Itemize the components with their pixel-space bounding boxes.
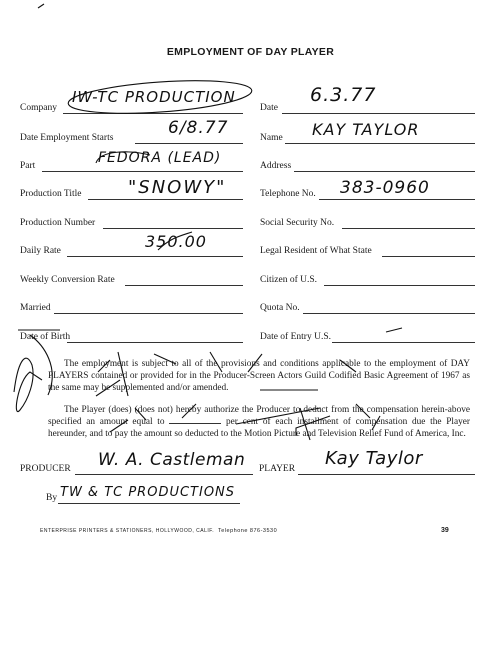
by-label: By [46, 493, 58, 503]
social-security-line [342, 228, 475, 229]
weekly-conversion-rate-line [125, 285, 243, 286]
player-signature-line [298, 474, 475, 475]
daily-rate-line [67, 256, 243, 257]
company-value: IW-TC PRODUCTION [72, 88, 236, 106]
citizen-label: Citizen of U.S. [260, 275, 317, 285]
part-value: FEDORA (LEAD) [98, 150, 222, 166]
daily-rate-label: Daily Rate [20, 246, 61, 256]
quota-label: Quota No. [260, 303, 300, 313]
date-of-entry-line [332, 342, 475, 343]
player-signature: Kay Taylor [325, 448, 423, 469]
page-number: 39 [441, 527, 449, 534]
paragraph-deduction [48, 404, 470, 440]
date-employment-starts-label: Date Employment Starts [20, 133, 114, 143]
by-line [58, 503, 240, 504]
date-of-entry-label: Date of Entry U.S. [260, 332, 331, 342]
name-label: Name [260, 133, 283, 143]
producer-signature: W. A. Castleman [98, 450, 246, 470]
legal-resident-label: Legal Resident of What State [260, 246, 372, 256]
footer-telephone: Telephone 876-3530 [218, 528, 278, 534]
weekly-conversion-rate-label: Weekly Conversion Rate [20, 275, 115, 285]
legal-resident-line [382, 256, 475, 257]
telephone-line [319, 199, 475, 200]
address-line [294, 171, 475, 172]
paragraph-deduction-part1: The Player (does) (does not) hereby authorize the Producer to deduct from the compensation herein-above specified an amount equal to [48, 405, 470, 427]
production-number-line [103, 228, 243, 229]
production-number-label: Production Number [20, 218, 96, 228]
name-value: KAY TAYLOR [312, 120, 420, 139]
company-label: Company [20, 103, 57, 113]
producer-label: PRODUCER [20, 464, 71, 474]
social-security-label: Social Security No. [260, 218, 335, 228]
name-line [285, 143, 475, 144]
date-value: 6.3.77 [310, 84, 377, 106]
part-line [42, 171, 243, 172]
production-title-value: "SNOWY" [128, 177, 227, 198]
telephone-value: 383-0960 [340, 178, 430, 198]
date-line [282, 113, 475, 114]
date-employment-starts-value: 6/8.77 [168, 118, 229, 138]
married-line [54, 313, 243, 314]
part-label: Part [20, 161, 36, 171]
address-label: Address [260, 161, 292, 171]
daily-rate-value: 350.00 [145, 232, 207, 251]
citizen-line [324, 285, 475, 286]
date-label: Date [260, 103, 278, 113]
production-title-label: Production Title [20, 189, 82, 199]
company-line [63, 113, 243, 114]
married-label: Married [20, 303, 51, 313]
footer-printer: ENTERPRISE PRINTERS & STATIONERS, HOLLYWOOD, CALIF. [40, 528, 215, 534]
by-value: TW & TC PRODUCTIONS [60, 485, 236, 500]
form-title: EMPLOYMENT OF DAY PLAYER [166, 46, 335, 58]
producer-signature-line [75, 474, 253, 475]
player-label: PLAYER [259, 464, 296, 474]
date-of-birth-label: Date of Birth [20, 332, 71, 342]
paragraph-provisions: The employment is subject to all of the provisions and conditions applicable to the employment of DAY PLAYERS contained or provided for in the Producer-Screen Actors Guild Codified Basic Agreement of 1967 as the same may be supplemented and/or amended. [48, 359, 470, 393]
date-of-birth-line [67, 342, 243, 343]
date-employment-starts-line [135, 143, 243, 144]
quota-line [303, 313, 475, 314]
production-title-line [88, 199, 243, 200]
telephone-label: Telephone No. [260, 189, 316, 199]
paragraph-deduction-part2: per cent of each installment of compensation due the Player hereunder, and to pay the amount so deducted to the Motion Picture and Television Relief Fund of America, Inc. [48, 417, 471, 439]
